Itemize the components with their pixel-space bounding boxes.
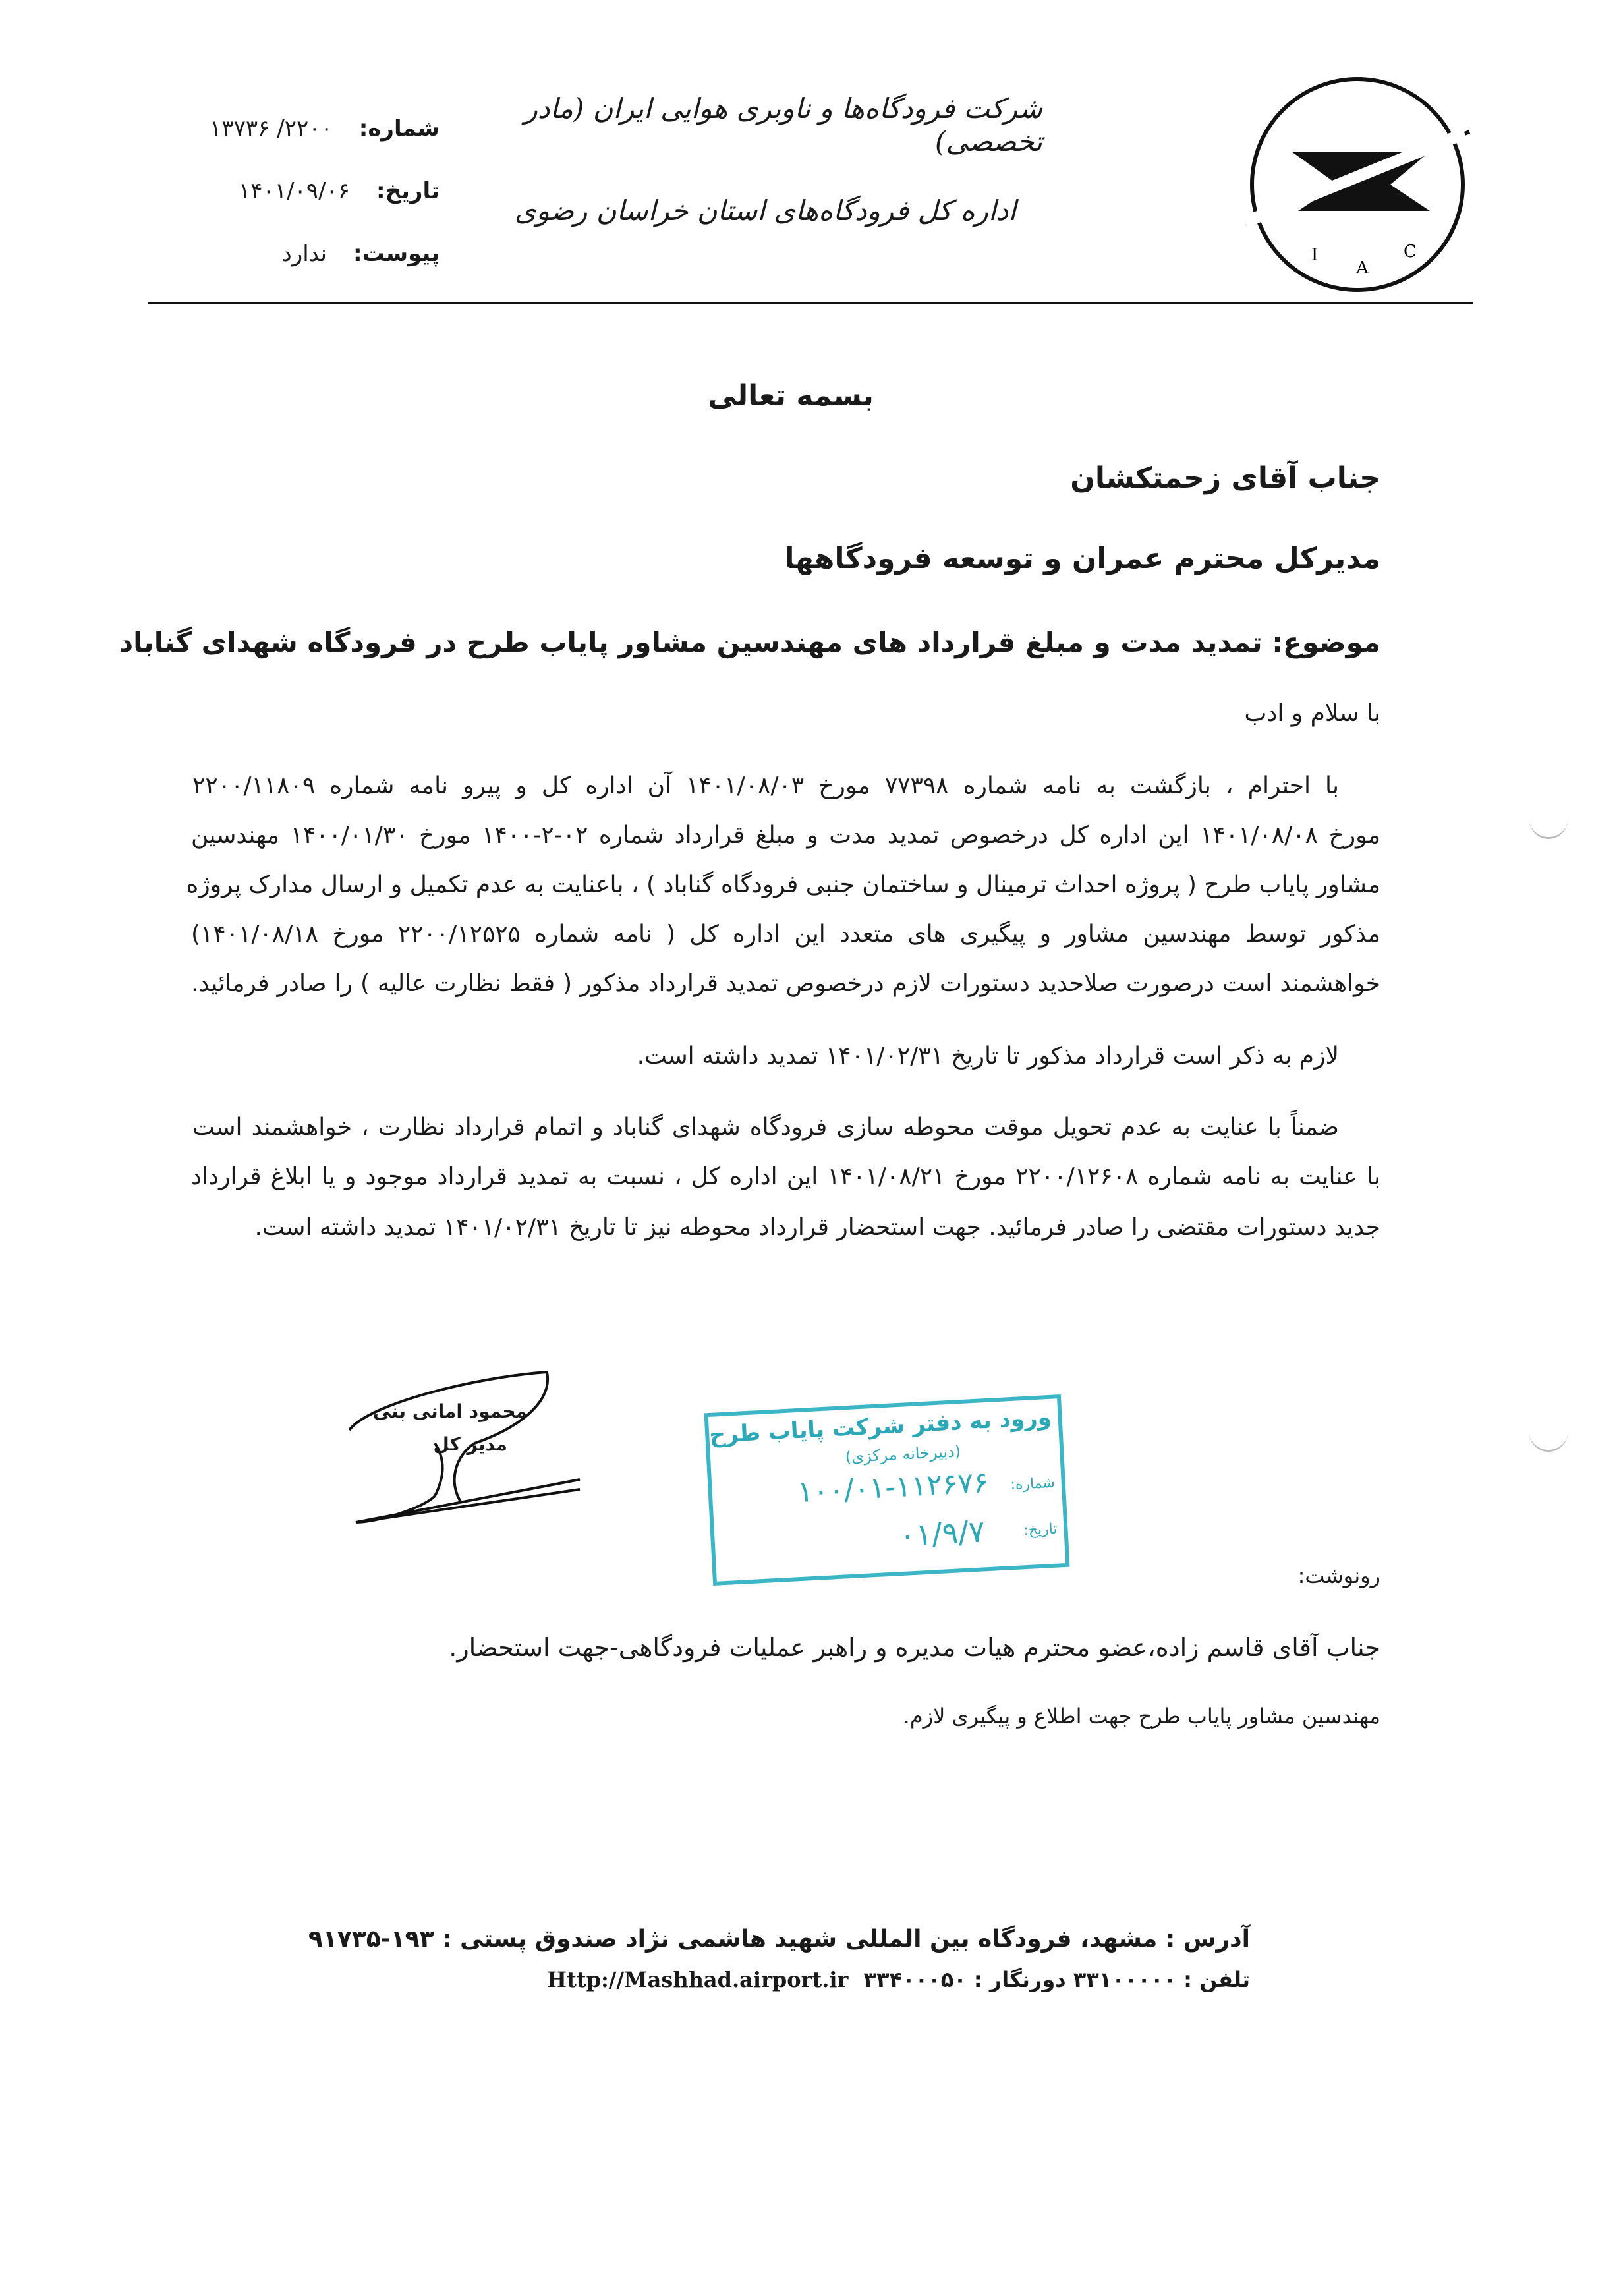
stamp-number-label: شماره:	[1009, 1474, 1056, 1494]
svg-text:A: A	[1356, 258, 1369, 278]
punch-hole	[1529, 797, 1568, 839]
footer-address: آدرس : مشهد، فرودگاه بین المللی شهید هاشمی نژاد صندوق پستی : ۱۹۳-۹۱۷۳۵	[308, 1926, 1250, 1953]
svg-text:I: I	[1311, 245, 1319, 265]
greeting: با سلام و ادب	[1244, 700, 1380, 727]
attachment-value: ندارد	[281, 241, 327, 267]
paragraph3-line: جدید دستورات مقتضی را صادر فرمائید. جهت استحضار قرارداد محوطه نیز تا تاریخ ۱۴۰۱/۰۲/۳۱ تمدید داشته است.	[254, 1214, 1380, 1241]
punch-hole	[1529, 1410, 1568, 1452]
stamp-date-value: ۰۱/۹/۷	[898, 1513, 986, 1554]
stamp-date-label: تاریخ:	[1023, 1520, 1058, 1539]
letter-attachment	[282, 241, 440, 267]
recipient-name: جناب آقای زحمتکشان	[1070, 461, 1380, 495]
cc-item: مهندسین مشاور پایاب طرح جهت اطلاع و پیگیری لازم.	[903, 1704, 1380, 1729]
footer-contact	[547, 1967, 1250, 1992]
date-label: تاریخ:	[376, 178, 440, 204]
number-value: ۲۲۰۰/ ۱۳۷۳۶	[210, 115, 333, 142]
header-divider	[148, 302, 1473, 304]
signatory-title: مدیر کل	[433, 1433, 507, 1455]
stamp-subtitle: (دبیرخانه مرکزی)	[845, 1442, 961, 1467]
attachment-label: پیوست:	[353, 241, 440, 267]
cc-label: رونوشت:	[1297, 1563, 1380, 1588]
letter-date	[239, 178, 440, 204]
date-value: ۱۴۰۱/۰۹/۰۶	[239, 178, 351, 204]
paragraph2: لازم به ذکر است قرارداد مذکور تا تاریخ ۱۴۰۱/۰۲/۳۱ تمدید داشته است.	[637, 1043, 1339, 1070]
signatory-name: محمود امانی بنی	[372, 1400, 527, 1422]
department-name: اداره کل فرودگاه‌های استان خراسان رضوی	[514, 194, 1016, 227]
letter-number	[210, 115, 440, 142]
signature	[343, 1364, 593, 1535]
invocation: بسمه تعالی	[708, 379, 874, 413]
paragraph1-line: خواهشمند است درصورت صلاحدید دستورات لازم درخصوص تمدید قرارداد مذکور ( فقط نظارت عالیه ) را صادر فرمائید.	[191, 970, 1380, 997]
received-stamp	[704, 1394, 1070, 1586]
paragraph3-line: ضمناً با عنایت به عدم تحویل موقت محوطه سازی فرودگاه شهدای گناباد و اتمام قرارداد نظارت ، خواهشمند است	[192, 1114, 1339, 1141]
recipient-title: مدیرکل محترم عمران و توسعه فرودگاهها	[784, 542, 1380, 575]
paragraph1-line: مذکور توسط مهندسین مشاور و پیگیری های متعدد این اداره کل ( نامه شماره ۲۲۰۰/۱۲۵۲۵ مورخ ۱۴۰۱/۰۸/۱۸)	[191, 921, 1380, 948]
stamp-title: ورود به دفتر شرکت پایاب طرح	[708, 1404, 1052, 1449]
stamp-number-value: ۱۰۰/۰۱-۱۱۲۶۷۶	[796, 1465, 990, 1510]
paragraph1-line: با احترام ، بازگشت به نامه شماره ۷۷۳۹۸ مورخ ۱۴۰۱/۰۸/۰۳ آن اداره کل و پیرو نامه شماره ۲۲۰۰/۱۱۸۰۹	[192, 772, 1340, 799]
footer-website[interactable]: Http://Mashhad.airport.ir	[546, 1967, 849, 1992]
paragraph3-line: با عنایت به نامه شماره ۲۲۰۰/۱۲۶۰۸ مورخ ۱۴۰۱/۰۸/۲۱ این اداره کل ، نسبت به تمدید قرارداد موجود و یا ابلاغ قرارداد	[191, 1163, 1380, 1190]
company-logo	[1239, 72, 1476, 297]
subject: موضوع: تمدید مدت و مبلغ قرارداد های مهندسین مشاور پایاب طرح در فرودگاه شهدای گناباد	[119, 626, 1380, 658]
paragraph1-line: مشاور پایاب طرح ( پروژه احداث ترمینال و ساختمان جنبی فرودگاه گناباد ) ، باعنایت به عدم تکمیل و ارسال مدارک پروژه	[186, 871, 1380, 898]
cc-item: جناب آقای قاسم زاده،عضو محترم هیات مدیره و راهبر عملیات فرودگاهی-جهت استحضار.	[449, 1633, 1380, 1662]
svg-text:C: C	[1404, 242, 1417, 262]
company-name: شرکت فرودگاه‌ها و ناوبری هوایی ایران (مادر تخصصی)	[524, 92, 1042, 158]
footer-phone: تلفن : ۳۳۱۰۰۰۰۰ دورنگار : ۳۳۴۰۰۰۵۰	[863, 1967, 1250, 1992]
number-label: شماره:	[358, 115, 440, 142]
paragraph1-line: مورخ ۱۴۰۱/۰۸/۰۸ این اداره کل درخصوص تمدید مدت و مبلغ قرارداد شماره ۰۲-۲-۱۴۰۰ مورخ ۱۴۰۰/۰۱/۳۰ مهندسین	[191, 822, 1381, 849]
